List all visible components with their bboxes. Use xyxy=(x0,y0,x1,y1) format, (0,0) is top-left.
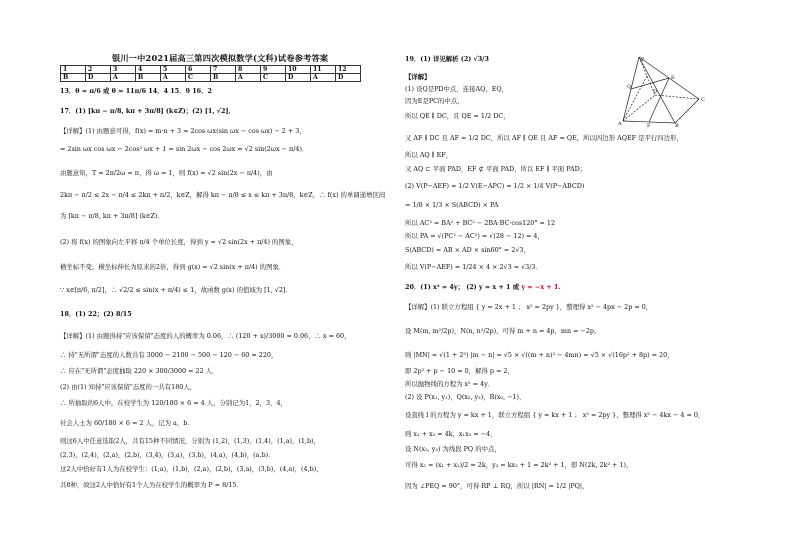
q20-detail-8: 则 x₁ + x₂ = 4k，x₁x₂ = −4， xyxy=(405,430,497,438)
answer-number-cell: 12 xyxy=(336,66,361,74)
answer-letter-cell: A xyxy=(236,74,261,82)
answer-number-cell: 3 xyxy=(111,66,136,74)
q19-detail-8: = 1/8 × 1/3 × S(ABCD) × PA xyxy=(405,201,499,209)
q20-answer xyxy=(405,284,561,292)
q19-detail-4: 又 AF ∥ DC 且 AF = 1/2 DC，所以 AF ∥ QE 且 AF = QE，所以四边形 AQEF 是平行四边形， xyxy=(405,134,683,142)
edge-bc xyxy=(675,99,699,123)
q19-detail-12: 所以 V(P−AEF) = 1/24 × 4 × 2√3 = √3/3． xyxy=(405,263,542,271)
answer-number-cell: 4 xyxy=(136,66,161,74)
q17-answer: 17．(1) [kπ − π/8, kπ + 3π/8] (k∈Z)；(2) [1, √2]． xyxy=(60,107,235,115)
answer-number-cell: 6 xyxy=(186,66,211,74)
q18-detail-6: 社会人士为 60/180 × 6 = 2 人，记为 a，b． xyxy=(60,419,194,427)
q17-detail-4: 2kπ − π/2 ≤ 2x − π/4 ≤ 2kπ + π/2，k∈Z，解得 kπ − π/8 ≤ x ≤ kπ + 3π/8，k∈Z，∴ f(x) 的单调递增区间 xyxy=(60,191,386,199)
answer-number-cell: 1 xyxy=(61,66,86,74)
q19-detail-3: 所以 QE ∥ DC，且 QE = 1/2 DC， xyxy=(405,112,510,120)
q20-detail-4: 即 2p² + p − 10 = 0，解得 p = 2， xyxy=(405,367,514,375)
pyramid-figure xyxy=(617,55,707,127)
q20-answer-red: y = −x + 1. xyxy=(521,283,561,291)
edge-aq xyxy=(623,76,647,121)
pyramid-edges xyxy=(623,57,699,123)
q19-detail-2: 因为E是PC的中点， xyxy=(405,97,464,105)
q19-detail-6: 又 AQ ⊂ 平面 PAD，EF ⊄ 平面 PAD，所以 EF ∥ 平面 PAD； xyxy=(405,165,587,173)
label-b: B xyxy=(675,123,679,127)
q20-detail-6: (2) 设 P(x₁, y₁)，Q(x₂, y₂)，R(x₀, −1)， xyxy=(405,393,526,401)
answer-letter-cell: D xyxy=(286,74,311,82)
q17-detail-7: 横坐标不变，横坐标伸长为原来的2倍，得到 g(x) = √2 sin(x + π/4) 的图象． xyxy=(60,263,286,271)
answer-number-row xyxy=(61,66,361,74)
q18-detail-8: (2,3)，(2,4)，(2,a)，(2,b)，(3,4)，(3,a)，(3,b)，(4,a)，(4,b)，(a,b)． xyxy=(60,451,275,459)
q20-detail-7: 设直线 l 的方程为 y = kx + 1，联立方程组 { y = kx + 1 ； x² = 2py }，整理得 x² − 4kx − 4 = 0， xyxy=(405,411,705,419)
q18-detail-2: ∴ 持"无所谓"态度的人数共有 3000 − 2100 − 500 − 120 − 60 = 220， xyxy=(60,351,278,359)
q20-detail-5: 所以抛物线的方程为 x² = 4y． xyxy=(405,380,495,388)
q17-detail-3: 由题意知，T = 2π/2ω = π，得 ω = 1，则 f(x) = √2 sin(2x − π/4)，由 xyxy=(60,169,273,177)
q18-detail-10: 共8种，故这2人中恰好有1个人为在校学生的概率为 P = 8/15． xyxy=(60,481,243,489)
q19-detail-10: 所以 PA = √(PC² − AC²) = √(28 − 12) = 4， xyxy=(405,232,544,240)
q20-detail-11: 因为 ∠PEQ = 90°，可得 RP ⊥ RQ，所以 |RN| = 1/2 |PQ|， xyxy=(405,482,589,490)
q19-detail-11: S(ABCD) = AB × AD × sin60° = 2√3， xyxy=(405,246,530,254)
q18-answer: 18．(1) 22；(2) 8/15 xyxy=(60,310,132,318)
answer-number-cell: 2 xyxy=(86,66,111,74)
q17-detail-2: = 2sin ωx cos ωx − 2cos² ωx + 1 = sin 2ωx − cos 2ωx = √2 sin(2ωx − π/4)． xyxy=(60,145,309,153)
q19-detail-1: (1) 设Q是PD中点，连接AQ，EQ， xyxy=(405,85,509,93)
edge-qe xyxy=(631,78,669,89)
answer-letter-cell: B xyxy=(211,74,236,82)
answer-letter-cell: C xyxy=(186,74,211,82)
q18-detail-3: ∴ 应在"无所谓"态度抽取 220 × 300/3000 = 22 人． xyxy=(60,367,219,375)
q20-detail-10: 可得 x₃ = (x₁ + x₂)/2 = 2k，y₃ = kx₃ + 1 = 2k² + 1，即 N(2k, 2k² + 1)， xyxy=(405,461,633,469)
q13-16-answers: 13．θ = π/6 或 θ = 11π/6 14．4 15．9 16．2 xyxy=(60,87,212,95)
q19-detail-5: 所以 AQ ∥ EF， xyxy=(405,151,453,159)
answer-number-cell: 8 xyxy=(236,66,261,74)
q17-detail-1: 【详解】(1) 由题意可得，f(x) = m·n + 3 = 2cos ωx(sin ωx − cos ωx) − 2 + 3， xyxy=(60,127,306,135)
answer-letter-cell: A xyxy=(161,74,186,82)
answer-number-cell: 5 xyxy=(161,66,186,74)
page-title: 银川一中2021届高三第四次模拟数学(文科)试卷参考答案 xyxy=(112,53,329,63)
answer-number-cell: 7 xyxy=(211,66,236,74)
answer-letter-cell: C xyxy=(261,74,286,82)
answer-letter-cell: D xyxy=(86,74,111,82)
answer-letter-cell: D xyxy=(336,74,361,82)
edge-ad xyxy=(623,95,655,121)
q19-answer: 19．(1) 详见解析 (2) √3/3 xyxy=(405,55,489,63)
q20-answer-main: 20．(1) x² = 4y； (2) y = x + 1 或 xyxy=(405,283,522,291)
q17-detail-6: (2) 将 f(x) 的图象向左平移 π/4 个单位长度，得到 y = √2 sin(2x + π/4) 的图象， xyxy=(60,238,298,246)
answer-letter-cell: B xyxy=(136,74,161,82)
label-a: A xyxy=(618,121,622,127)
label-p: P xyxy=(641,57,645,63)
q18-detail-4: (2) 由(1) 知持"应该保留"态度的一共有180人， xyxy=(60,383,197,391)
answer-letter-cell: A xyxy=(111,74,136,82)
label-c: C xyxy=(701,97,705,103)
label-d: D xyxy=(653,89,658,95)
answer-number-cell: 9 xyxy=(261,66,286,74)
q18-detail-9: 这2人中恰好有1人为在校学生：(1,a)，(1,b)，(2,a)，(2,b)，(3,a)，(3,b)，(4,a)，(4,b)， xyxy=(60,465,323,473)
answer-letter-cell: A xyxy=(311,74,336,82)
q19-detail-head: 【详解】 xyxy=(405,73,431,81)
label-f: F xyxy=(647,123,651,127)
q20-detail-9: 设 N(x₃, y₃) 为线段 PQ 的中点， xyxy=(405,445,501,453)
label-q: Q xyxy=(627,84,632,90)
edge-fe xyxy=(649,78,669,122)
q17-detail-8: ∵ x∈[π/6, π/2]，∴ √2/2 ≤ sin(x + π/4) ≤ 1，故函数 g(x) 的值域为 [1, √2]． xyxy=(60,286,292,294)
q19-detail-9: 所以 AC² = BA² + BC² − 2BA·BC·cos120° = 12 xyxy=(405,219,556,227)
answer-key-table xyxy=(60,65,361,82)
q18-detail-7: 则这6人中任意选取2人，共有15种不同情况，分别为 (1,2)，(1,3)，(1,4)，(1,a)，(1,b)， xyxy=(60,437,320,445)
answer-letter-row xyxy=(61,74,361,82)
q18-detail-5: ∴ 所抽取的6人中，在校学生为 120/180 × 6 = 4 人，分别记为1，2，3，4， xyxy=(60,399,287,407)
q20-detail-1: 【详解】(1) 联立方程组 { y = 2x + 1 ； x² = 2py }，整理得 x² − 4px − 2p = 0， xyxy=(405,303,653,311)
label-e: E xyxy=(671,75,675,81)
answer-number-cell: 10 xyxy=(286,66,311,74)
q18-detail-1: 【详解】(1) 由题得持"应该保留"态度的人的概率为 0.06，∴ (120 + x)/3000 = 0.06，∴ x = 60， xyxy=(60,332,351,340)
q20-detail-2: 设 M(m, m²/2p)，N(n, n²/2p)，可得 m + n = 4p，mn = −2p， xyxy=(405,327,601,335)
answer-letter-cell: B xyxy=(61,74,86,82)
q20-detail-3: 则 |MN| = √(1 + 2²) |m − n| = √5 × √((m + n)² − 4mn) = √5 × √(16p² + 8p) = 20， xyxy=(405,351,674,359)
q19-detail-7: (2) V(P−AEF) = 1/2 V(E−APC) = 1/2 × 1/4 V(P−ABCD) xyxy=(405,182,585,190)
q17-detail-5: 为 [kπ − π/8, kπ + 3π/8] (k∈Z)． xyxy=(60,212,164,220)
answer-number-cell: 11 xyxy=(311,66,336,74)
